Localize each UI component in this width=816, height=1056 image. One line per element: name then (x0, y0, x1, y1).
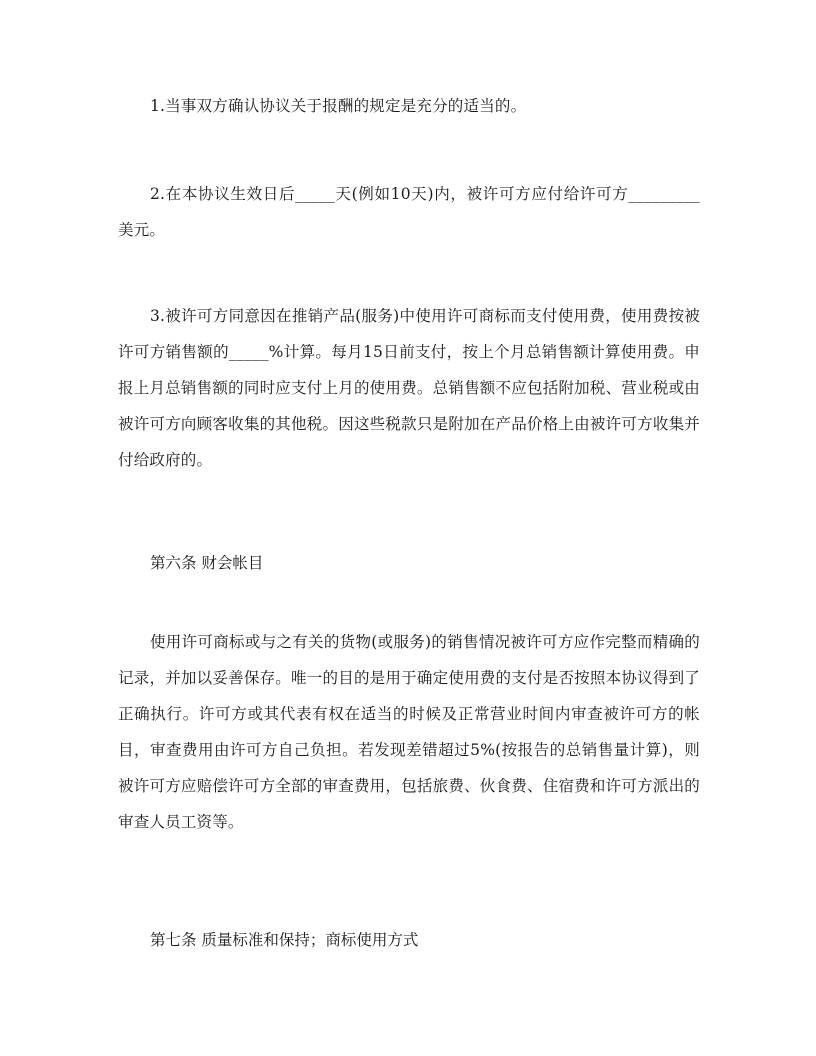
article-6-heading: 第六条 财会帐目 (150, 554, 264, 572)
paragraph-accounting-records: 使用许可商标或与之有关的货物(或服务)的销售情况被许可方应作完整而精确的记录，并加以妥善保存。唯一的目的是用于确定使用费的支付是否按照本协议得到了正确执行。许可方或其代表有权在适当的时候及正常营业时间内审查被许可方的帐目，审查费用由许可方自己负担。若发现差错超过5%(按报告的总销售量计算)，则被许可方应赔偿许可方全部的审查费用，包括旅费、伙食费、住宿费和许可方派出的审查人员工资等。 (118, 633, 700, 831)
paragraph-initial-payment: 2.在本协议生效日后_____天(例如10天)内，被许可方应付给许可方_________美元。 (118, 185, 700, 239)
paragraph-remuneration-adequacy: 1.当事双方确认协议关于报酬的规定是充分的适当的。 (150, 97, 527, 115)
paragraph-royalty-terms: 3.被许可方同意因在推销产品(服务)中使用许可商标而支付使用费，使用费按被许可方销售额的_____%计算。每月15日前支付，按上个月总销售额计算使用费。申报上月总销售额的同时应支付上月的使用费。总销售额不应包括附加税、营业税或由被许可方向顾客收集的其他税。因这些税款只是附加在产品价格上由被许可方收集并付给政府的。 (118, 307, 700, 469)
article-7-heading: 第七条 质量标准和保持；商标使用方式 (150, 931, 419, 949)
